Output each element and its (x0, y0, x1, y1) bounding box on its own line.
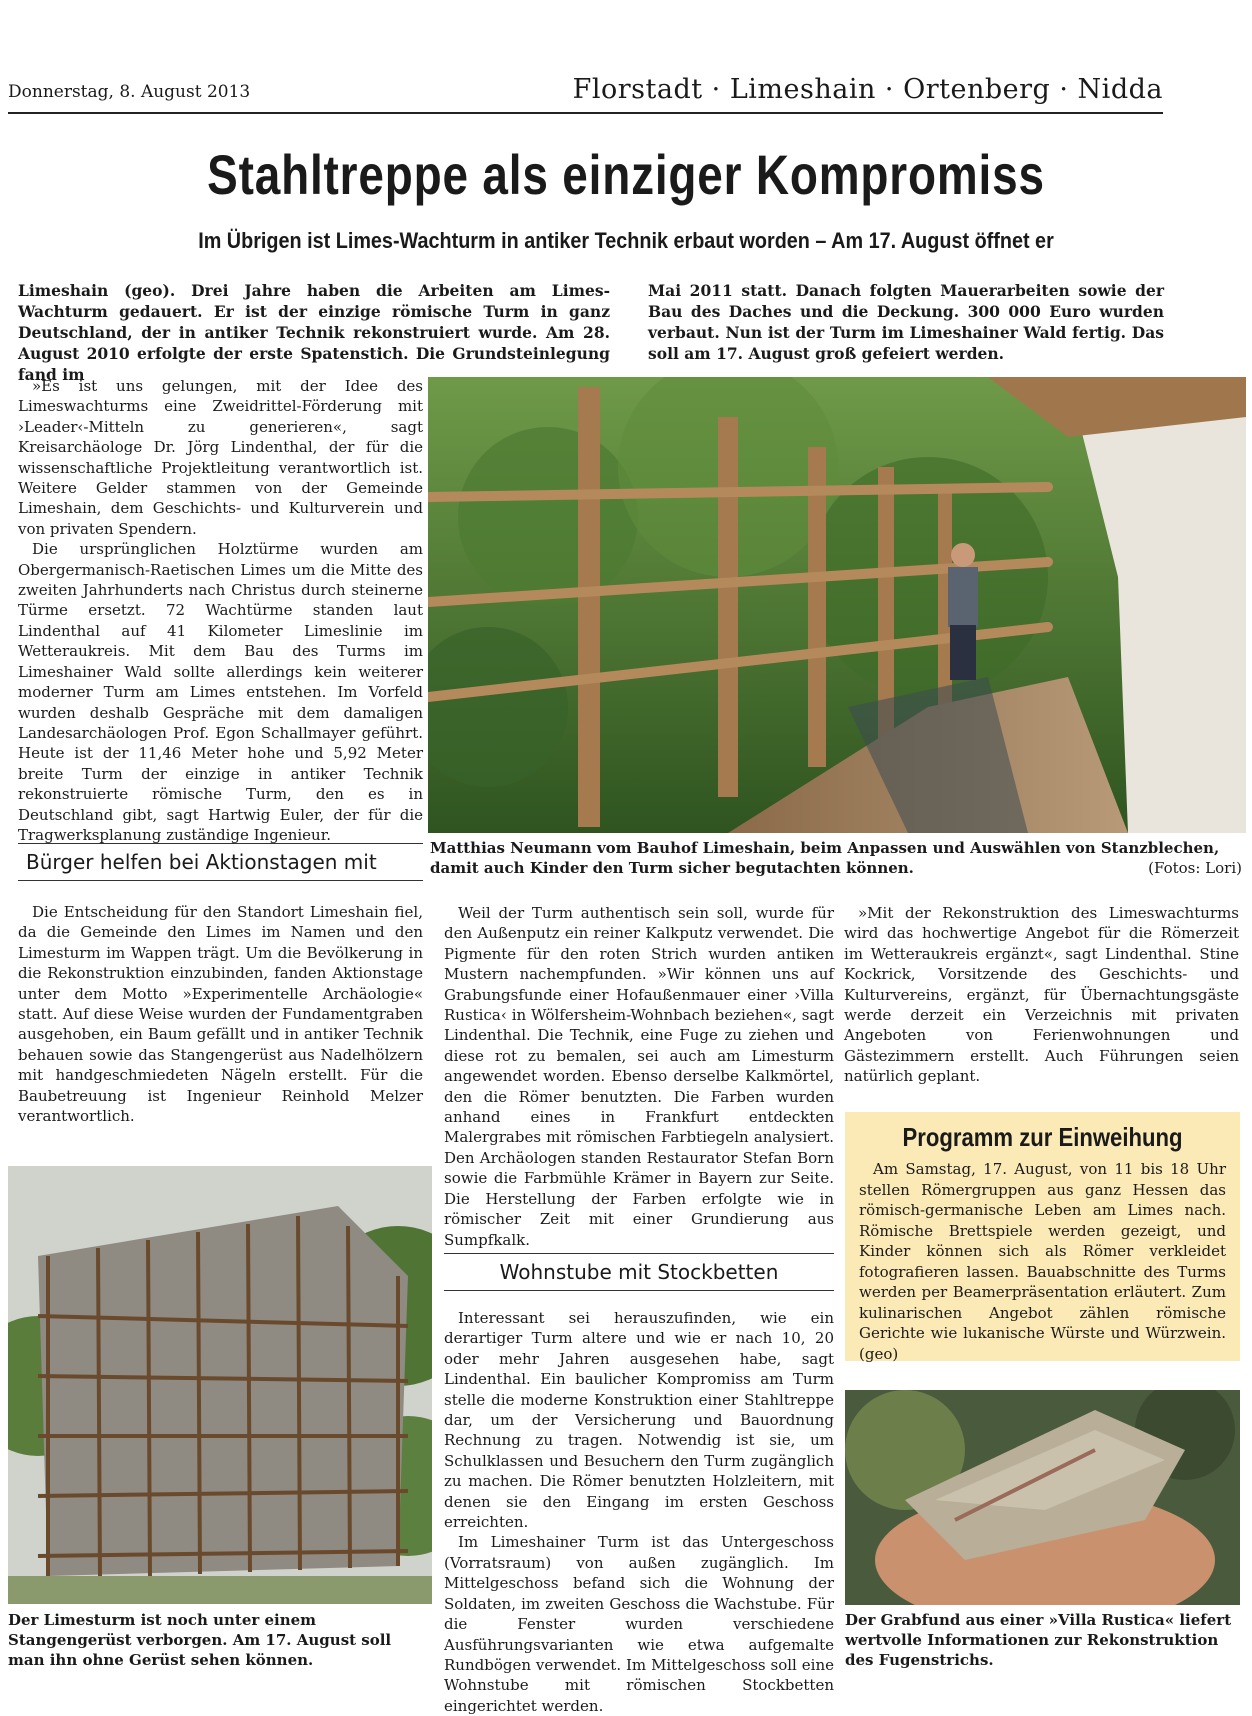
photo-credit: (Fotos: Lori) (1148, 859, 1242, 877)
column-2-text-2 (444, 1308, 834, 1716)
main-photo (428, 377, 1246, 833)
stone-photo (845, 1390, 1240, 1605)
stone-photo-caption: Der Grabfund aus einer »Villa Rustica« liefert wertvolle Informationen zur Rekonstruktion des Fugenstrichs. (845, 1611, 1232, 1669)
paragraph: »Mit der Rekonstruktion des Limeswachturms wird das hochwertige Angebot für die Römerzeit im Wetteraukreis ergänzt«, sagt Lindenthal. Stine Kockrick, Vorsitzende des Geschichts- und Kulturvereins, ergänzt, für Übernachtungsgäste werde derzeit ein Verzeichnis mit privaten Angeboten von Ferienwohnungen und Gästezimmern erstellt. Auch Führungen seien natürlich geplant. (844, 904, 1239, 1086)
infobox-title: Programm zur Einweihung (902, 1122, 1183, 1152)
section-heading-aktionstage: Bürger helfen bei Aktionstagen mit (18, 843, 423, 881)
photo-scaffolded-tower (8, 1166, 432, 1604)
column-2-text (444, 903, 834, 1250)
column-1-text (18, 376, 423, 844)
program-infobox (845, 1112, 1240, 1361)
article-headline: Stahltreppe als einziger Kompromiss (207, 143, 1045, 206)
tower-photo-caption: Der Limesturm ist noch unter einem Stangengerüst verborgen. Am 17. August soll man ihn ohne Gerüst sehen können. (8, 1611, 392, 1669)
paragraph: Die ursprünglichen Holztürme wurden am Obergermanisch-Raetischen Limes um die Mitte des zweiten Jahrhunderts nach Christus durch steinerne Türme ersetzt. 72 Wachtürme standen laut Lindenthal auf 41 Kilometer Limeslinie im Wetteraukreis. Mit dem Bau des Turms im Limeshainer Wald sollte allerdings kein weiterer moderner Turm am Limes entstehen. Im Vorfeld wurden deshalb Gespräche mit dem damaligen Landesarchäologen Prof. Egon Schallmayer geführt. Heute ist der 11,46 Meter hohe und 5,92 Meter breite Turm der einzige in antiker Technik rekonstruierte römische Turm, den es in Deutschland gibt, sagt Hartwig Euler, der für die Tragwerksplanung zuständige Ingenieur. (18, 540, 423, 844)
main-photo-caption (430, 838, 1242, 878)
section-towns: Florstadt · Limeshain · Ortenberg · Nidda (572, 74, 1163, 105)
paragraph: Die Entscheidung für den Standort Limeshain fiel, da die Gemeinde den Limes im Namen und den Limesturm im Wappen trägt. Um die Bevölkerung in die Rekonstruktion einzubinden, fanden Aktionstage unter dem Motto »Experimentelle Archäologie« statt. Auf diese Weise wurden der Fundamentgraben ausgehoben, ein Baum gefällt und in antiker Technik behauen sowie das Stangengerüst aus Nadelhölzern mit handgeschmiedeten Nägeln erstellt. Für die Baubetreuung ist Ingenieur Reinhold Melzer verantwortlich. (18, 903, 423, 1126)
paragraph: »Es ist uns gelungen, mit der Idee des Limeswachturms eine Zweidrittel-Förderung mit ›Leader‹-Mitteln zu generieren«, sagt Kreisarchäologe Dr. Jörg Lindenthal, der für die wissenschaftliche Projektleitung verantwortlich ist. Weitere Gelder stammen von der Gemeinde Limeshain, dem Geschichts- und Kulturverein und von privaten Spendern. (18, 377, 423, 538)
paragraph: Interessant sei herauszufinden, wie ein derartiger Turm altere und wie er nach 10, 20 oder mehr Jahren ausgesehen habe, sagt Lindenthal. Ein baulicher Kompromiss am Turm stelle die moderne Konstruktion einer Stahltreppe dar, um der Versicherung und Bauordnung Rechnung zu tragen. Notwendig ist sie, um Schulklassen und Besuchern den Turm zugänglich zu machen. Die Römer benutzten Holzleitern, mit denen sie den Eingang im ersten Geschoss erreichten. (444, 1309, 834, 1532)
column-3-text (844, 903, 1239, 1087)
issue-date: Donnerstag, 8. August 2013 (8, 82, 251, 102)
article-subheadline: Im Übrigen ist Limes-Wachturm in antiker Technik erbaut worden – Am 17. August öffnet er (198, 228, 1054, 253)
section-heading-wohnstube: Wohnstube mit Stockbetten (444, 1253, 834, 1291)
tower-photo (8, 1166, 432, 1604)
photo-tower-balcony (428, 377, 1246, 833)
infobox-text: Am Samstag, 17. August, von 11 bis 18 Uhr stellen Römergruppen aus ganz Hessen das römisch-germanische Leben am Limes nach. Römische Brettspiele werden gezeigt, und Kinder können sich als Römer verkleidet fotografieren lassen. Bauabschnitte des Turms werden per Beamerpräsentation erläutert. Zum kulinarischen Angebot zählen römische Gerichte wie lukanische Würste und Würzwein. (geo) (859, 1160, 1226, 1363)
header-rule (8, 112, 1163, 114)
photo-stone-find (845, 1390, 1240, 1605)
lead-paragraph-right: Mai 2011 statt. Danach folgten Mauerarbeiten sowie der Bau des Daches und die Deckung. 300 000 Euro wurden verbaut. Nun ist der Turm im Limeshainer Wald fertig. Das soll am 17. August groß gefeiert werden. (648, 281, 1164, 363)
column-1-text-2 (18, 902, 423, 1126)
caption-text: Matthias Neumann vom Bauhof Limeshain, beim Anpassen und Auswählen von Stanzblechen, damit auch Kinder den Turm sicher begutachten können. (430, 839, 1220, 877)
lead-paragraph-left: Limeshain (geo). Drei Jahre haben die Arbeiten am Limes-Wachturm gedauert. Er ist der einzige römische Turm in ganz Deutschland, der in antiker Technik rekonstruiert wurde. Am 28. August 2010 erfolgte der erste Spatenstich. Die Grundsteinlegung fand im (18, 281, 610, 384)
paragraph: Im Limeshainer Turm ist das Untergeschoss (Vorratsraum) von außen zugänglich. Im Mittelgeschoss befand sich die Wohnung der Soldaten, im zweiten Geschoss die Wachstube. Für die Fenster wurden verschiedene Ausführungsvarianten wie etwa aufgemalte Rundbögen verwendet. Im Mittelgeschoss soll eine Wohnstube mit römischen Stockbetten eingerichtet werden. (444, 1533, 834, 1715)
paragraph: Weil der Turm authentisch sein soll, wurde für den Außenputz ein reiner Kalkputz verwendet. Die Pigmente für den roten Strich wurden antiken Mustern nachempfunden. »Wir können uns auf Grabungsfunde einer Hofaußenmauer einer ›Villa Rustica‹ in Wölfersheim-Wohnbach beziehen«, sagt Lindenthal. Die Technik, eine Fuge zu ziehen und diese rot zu bemalen, sei auch am Limesturm angewendet worden. Ebenso derselbe Kalkmörtel, den die Römer benutzten. Die Farben wurden anhand eines in Frankfurt entdeckten Malergrabes mit römischen Farbtiegeln analysiert. Den Archäologen standen Restaurator Stefan Born sowie die Farbmühle Krämer in Bayern zur Seite. Die Herstellung der Farben erfolgte wie in römischer Zeit mit einer Grundierung aus Sumpfkalk. (444, 904, 834, 1249)
